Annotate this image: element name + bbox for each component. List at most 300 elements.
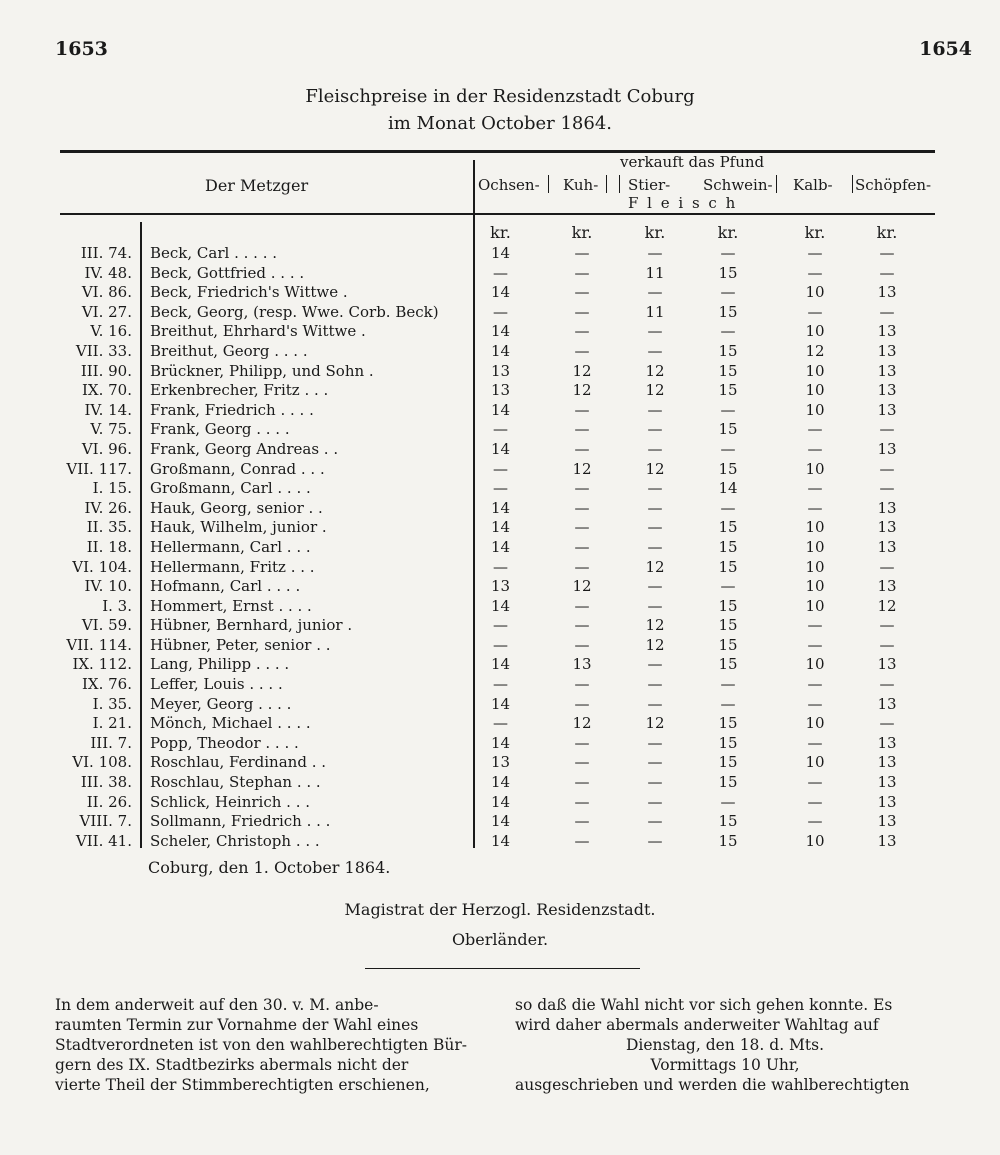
header-sep-1	[548, 175, 549, 193]
butcher-name: Breithut, Ehrhard's Wittwe .	[150, 322, 366, 341]
price-cell: 10	[805, 400, 825, 419]
price-cell: 14	[490, 773, 511, 792]
header-sep-2	[606, 175, 607, 193]
district-number: I. 35.	[92, 694, 132, 713]
table-row	[0, 577, 1000, 597]
price-cell: 12	[877, 596, 897, 615]
price-cell: —	[720, 400, 736, 419]
price-cell: —	[493, 675, 508, 694]
price-cell: 10	[805, 322, 825, 341]
butcher-name: Hellermann, Fritz . . .	[150, 557, 315, 576]
price-cell: 14	[490, 518, 511, 537]
table-row	[0, 420, 1000, 440]
price-cell: —	[807, 694, 823, 713]
price-cell: —	[574, 439, 590, 458]
unit-label: kr.	[571, 223, 593, 242]
price-cell: 12	[572, 714, 592, 733]
price-cell: —	[647, 596, 663, 615]
page-title: Fleischpreise in der Residenzstadt Coburg	[305, 86, 695, 107]
price-cell: —	[807, 302, 823, 321]
butcher-name: Erkenbrecher, Fritz . . .	[150, 381, 329, 400]
butcher-name: Hellermann, Carl . . .	[150, 537, 311, 556]
price-cell: —	[574, 283, 590, 302]
price-cell: —	[807, 616, 823, 635]
price-cell: 10	[805, 283, 825, 302]
paragraph-line: gern des IX. Stadtbezirks abermals nicht der	[55, 1056, 409, 1074]
price-cell: 15	[718, 831, 738, 850]
price-cell: 12	[572, 381, 592, 400]
district-number: I. 21.	[92, 714, 132, 733]
price-cell: —	[807, 733, 823, 752]
price-cell: —	[720, 244, 736, 262]
price-cell: 13	[572, 655, 592, 674]
price-cell: 13	[877, 792, 897, 811]
price-cell: 14	[490, 792, 511, 811]
header-col-ochsen: Ochsen-	[478, 176, 540, 194]
district-number: IX. 70.	[82, 381, 132, 400]
district-number: VII. 41.	[75, 831, 132, 850]
price-cell: 13	[877, 381, 897, 400]
paragraph-line: Dienstag, den 18. d. Mts.	[625, 1036, 825, 1054]
price-cell: 13	[490, 753, 511, 772]
page-subtitle: im Monat October 1864.	[387, 113, 613, 134]
price-cell: —	[647, 244, 663, 262]
price-cell: —	[647, 655, 663, 674]
price-cell: —	[720, 322, 736, 341]
price-cell: —	[574, 302, 590, 321]
price-cell: —	[879, 675, 895, 694]
price-cell: 14	[490, 341, 511, 360]
price-cell: 11	[645, 302, 665, 321]
butcher-name: Brückner, Philipp, und Sohn .	[150, 361, 374, 380]
table-row	[0, 812, 1000, 832]
header-meat: F l e i s c h	[628, 194, 738, 212]
issuing-authority: Magistrat der Herzogl. Residenzstadt.	[344, 900, 656, 919]
price-cell: 14	[490, 733, 511, 752]
table-row	[0, 401, 1000, 421]
page-number-right: 1654	[919, 38, 972, 60]
price-table	[0, 222, 1000, 851]
price-cell: 14	[490, 537, 511, 556]
district-number: II. 26.	[86, 792, 132, 811]
price-cell: 14	[490, 694, 511, 713]
table-header-rule	[60, 213, 935, 215]
price-cell: 15	[718, 302, 738, 321]
header-sep-5	[852, 175, 853, 193]
price-cell: —	[807, 792, 823, 811]
price-cell: 10	[805, 537, 825, 556]
butcher-name: Breithut, Georg . . . .	[150, 341, 308, 360]
price-cell: 10	[805, 361, 825, 380]
price-cell: —	[574, 498, 590, 517]
price-cell: —	[647, 479, 663, 498]
price-cell: 15	[718, 753, 738, 772]
header-col-kuh: Kuh-	[563, 176, 599, 194]
price-cell: —	[647, 498, 663, 517]
butcher-name: Beck, Friedrich's Wittwe .	[150, 283, 348, 302]
price-cell: 13	[490, 577, 511, 596]
table-row	[0, 460, 1000, 480]
price-cell: 15	[718, 655, 738, 674]
unit-label: kr.	[876, 223, 898, 242]
price-cell: —	[574, 831, 590, 850]
price-cell: 14	[490, 244, 511, 262]
price-cell: 14	[490, 812, 511, 831]
district-number: V. 75.	[90, 420, 132, 439]
price-cell: —	[574, 753, 590, 772]
header-sold-per: verkauft das Pfund	[620, 153, 765, 171]
price-cell: —	[574, 675, 590, 694]
district-number: IV. 14.	[84, 400, 132, 419]
district-number: II. 18.	[86, 537, 132, 556]
price-cell: —	[807, 498, 823, 517]
table-row	[0, 616, 1000, 636]
price-cell: —	[647, 420, 663, 439]
price-cell: 13	[877, 400, 897, 419]
price-cell: 15	[718, 420, 738, 439]
price-cell: —	[574, 557, 590, 576]
table-row	[0, 714, 1000, 734]
butcher-name: Hübner, Bernhard, junior .	[150, 616, 353, 635]
price-cell: 13	[877, 537, 897, 556]
table-row	[0, 440, 1000, 460]
header-col-schoepfen: Schöpfen-	[855, 176, 932, 194]
table-row	[0, 675, 1000, 695]
price-cell: 13	[877, 439, 897, 458]
price-cell: 13	[877, 577, 897, 596]
header-sep-3	[619, 175, 620, 193]
price-cell: 15	[718, 537, 738, 556]
butcher-name: Beck, Georg, (resp. Wwe. Corb. Beck)	[150, 302, 439, 321]
price-cell: —	[879, 616, 895, 635]
table-row	[0, 793, 1000, 813]
table-row	[0, 832, 1000, 852]
price-cell: 14	[718, 479, 738, 498]
price-cell: —	[574, 479, 590, 498]
butcher-name: Lang, Philipp . . . .	[150, 655, 290, 674]
price-cell: —	[574, 733, 590, 752]
price-cell: 13	[877, 322, 897, 341]
price-cell: 13	[877, 341, 897, 360]
table-row	[0, 558, 1000, 578]
price-cell: 14	[490, 439, 511, 458]
price-cell: 12	[645, 635, 665, 654]
table-row	[0, 244, 1000, 264]
price-cell: —	[493, 714, 508, 733]
price-cell: —	[647, 537, 663, 556]
butcher-name: Hofmann, Carl . . . .	[150, 577, 301, 596]
price-cell: —	[720, 675, 736, 694]
paragraph-line: ausgeschrieben und werden die wahlberechtigten	[515, 1076, 910, 1094]
price-cell: —	[574, 518, 590, 537]
price-cell: 10	[805, 596, 825, 615]
price-cell: 15	[718, 616, 738, 635]
price-cell: 12	[572, 577, 592, 596]
price-cell: —	[647, 792, 663, 811]
butcher-name: Scheler, Christoph . . .	[150, 831, 320, 850]
price-cell: —	[574, 341, 590, 360]
signature: Oberländer.	[451, 930, 549, 949]
price-cell: 15	[718, 557, 738, 576]
price-cell: —	[720, 439, 736, 458]
paragraph-line: Stadtverordneten ist von den wahlberechtigten Bür-	[55, 1036, 468, 1054]
price-cell: —	[493, 302, 508, 321]
district-number: I. 15.	[92, 479, 132, 498]
district-number: VI. 108.	[72, 753, 132, 772]
unit-label: kr.	[644, 223, 666, 242]
district-number: IV. 48.	[84, 263, 132, 282]
table-row	[0, 518, 1000, 538]
butcher-name: Sollmann, Friedrich . . .	[150, 812, 331, 831]
header-col-stier: Stier-	[628, 176, 671, 194]
district-number: VI. 96.	[81, 439, 132, 458]
price-cell: —	[720, 792, 736, 811]
price-cell: 12	[645, 361, 665, 380]
price-cell: 13	[877, 694, 897, 713]
notice-paragraph-right	[515, 995, 935, 1095]
price-cell: —	[720, 498, 736, 517]
price-cell: —	[574, 635, 590, 654]
price-cell: 15	[718, 812, 738, 831]
price-cell: —	[647, 753, 663, 772]
price-cell: 10	[805, 518, 825, 537]
district-number: VI. 86.	[81, 283, 132, 302]
price-cell: 14	[490, 596, 511, 615]
butcher-name: Hübner, Peter, senior . .	[150, 635, 331, 654]
table-row	[0, 538, 1000, 558]
price-cell: 13	[490, 361, 511, 380]
unit-label: kr.	[490, 223, 511, 242]
price-cell: —	[493, 557, 508, 576]
district-number: II. 35.	[86, 518, 132, 537]
price-cell: —	[879, 557, 895, 576]
price-cell: —	[493, 420, 508, 439]
butcher-name: Roschlau, Ferdinand . .	[150, 753, 326, 772]
price-cell: 12	[645, 616, 665, 635]
price-cell: 12	[572, 459, 592, 478]
price-cell: —	[647, 812, 663, 831]
district-number: VI. 59.	[81, 616, 132, 635]
butcher-name: Mönch, Michael . . . .	[150, 714, 311, 733]
price-cell: 12	[645, 557, 665, 576]
price-cell: 15	[718, 773, 738, 792]
price-cell: 15	[718, 381, 738, 400]
price-cell: —	[574, 420, 590, 439]
butcher-name: Hauk, Wilhelm, junior .	[150, 518, 327, 537]
table-row	[0, 342, 1000, 362]
price-cell: 15	[718, 596, 738, 615]
price-cell: 12	[645, 459, 665, 478]
price-cell: —	[493, 263, 508, 282]
district-number: III. 38.	[80, 773, 132, 792]
butcher-name: Großmann, Conrad . . .	[150, 459, 325, 478]
price-cell: —	[574, 596, 590, 615]
price-cell: —	[647, 773, 663, 792]
price-cell: 10	[805, 557, 825, 576]
header-col-schwein: Schwein-	[703, 176, 773, 194]
price-cell: 12	[645, 381, 665, 400]
price-cell: —	[647, 400, 663, 419]
price-cell: 14	[490, 831, 511, 850]
unit-label: kr.	[804, 223, 826, 242]
price-cell: —	[879, 479, 895, 498]
district-number: IX. 76.	[82, 675, 132, 694]
butcher-name: Beck, Carl . . . . .	[150, 244, 277, 262]
price-cell: 14	[490, 655, 511, 674]
price-cell: 13	[877, 812, 897, 831]
district-number: IX. 112.	[72, 655, 132, 674]
butcher-name: Frank, Georg Andreas . .	[150, 439, 339, 458]
district-number: VIII. 7.	[79, 812, 132, 831]
price-cell: 10	[805, 831, 825, 850]
price-cell: —	[574, 694, 590, 713]
price-cell: —	[879, 714, 895, 733]
butcher-name: Frank, Friedrich . . . .	[150, 400, 314, 419]
price-cell: 15	[718, 518, 738, 537]
price-cell: 13	[877, 498, 897, 517]
price-cell: —	[647, 341, 663, 360]
price-cell: —	[574, 263, 590, 282]
price-cell: 14	[490, 322, 511, 341]
paragraph-line: vierte Theil der Stimmberechtigten erschienen,	[55, 1076, 430, 1094]
price-cell: —	[807, 812, 823, 831]
price-cell: —	[647, 439, 663, 458]
table-row	[0, 499, 1000, 519]
table-row	[0, 322, 1000, 342]
price-cell: 13	[877, 773, 897, 792]
price-cell: —	[879, 263, 895, 282]
table-top-rule	[60, 150, 935, 153]
price-cell: —	[574, 773, 590, 792]
price-cell: 10	[805, 714, 825, 733]
notice-paragraph-left	[55, 995, 487, 1095]
table-row	[0, 597, 1000, 617]
price-cell: —	[493, 635, 508, 654]
price-cell: —	[493, 459, 508, 478]
district-number: III. 7.	[90, 733, 132, 752]
price-cell: —	[647, 675, 663, 694]
butcher-name: Roschlau, Stephan . . .	[150, 773, 321, 792]
paragraph-line: so daß die Wahl nicht vor sich gehen konnte. Es	[515, 996, 893, 1014]
paragraph-line: Vormittags 10 Uhr,	[650, 1056, 800, 1074]
table-row	[0, 734, 1000, 754]
price-cell: —	[574, 537, 590, 556]
unit-row	[0, 222, 1000, 244]
district-number: III. 74.	[80, 244, 132, 262]
header-col-kalb: Kalb-	[793, 176, 833, 194]
price-cell: —	[807, 675, 823, 694]
table-row	[0, 264, 1000, 284]
price-cell: —	[879, 635, 895, 654]
price-cell: 14	[490, 400, 511, 419]
price-cell: —	[574, 244, 590, 262]
butcher-name: Großmann, Carl . . . .	[150, 479, 311, 498]
price-cell: —	[879, 302, 895, 321]
district-number: VI. 27.	[81, 302, 132, 321]
butcher-name: Beck, Gottfried . . . .	[150, 263, 305, 282]
price-cell: —	[574, 322, 590, 341]
price-cell: —	[647, 831, 663, 850]
price-cell: —	[720, 283, 736, 302]
price-cell: —	[879, 420, 895, 439]
table-row	[0, 303, 1000, 323]
price-cell: 10	[805, 655, 825, 674]
butcher-name: Popp, Theodor . . . .	[150, 733, 299, 752]
table-row	[0, 753, 1000, 773]
butcher-name: Hommert, Ernst . . . .	[150, 596, 312, 615]
price-cell: 13	[877, 733, 897, 752]
price-cell: —	[574, 400, 590, 419]
price-cell: —	[720, 694, 736, 713]
price-cell: —	[807, 244, 823, 262]
paragraph-line: wird daher abermals anderweiter Wahltag auf	[515, 1016, 879, 1034]
district-number: III. 90.	[80, 361, 132, 380]
district-number: VII. 33.	[75, 341, 132, 360]
page-number-left: 1653	[55, 38, 108, 60]
table-row	[0, 695, 1000, 715]
price-cell: 11	[645, 263, 665, 282]
table-row	[0, 773, 1000, 793]
price-cell: —	[807, 479, 823, 498]
price-cell: —	[647, 733, 663, 752]
butcher-name: Frank, Georg . . . .	[150, 420, 290, 439]
price-cell: 15	[718, 459, 738, 478]
price-cell: —	[879, 459, 895, 478]
butcher-name: Schlick, Heinrich . . .	[150, 792, 311, 811]
price-cell: 15	[718, 714, 738, 733]
district-number: VII. 117.	[66, 459, 132, 478]
table-row	[0, 362, 1000, 382]
price-cell: —	[807, 420, 823, 439]
table-row	[0, 381, 1000, 401]
price-cell: —	[647, 518, 663, 537]
section-rule	[365, 968, 640, 969]
price-cell: —	[647, 283, 663, 302]
header-sep-4	[776, 175, 777, 193]
price-cell: —	[647, 322, 663, 341]
price-cell: 13	[877, 831, 897, 850]
price-cell: —	[574, 792, 590, 811]
butcher-name: Leffer, Louis . . . .	[150, 675, 283, 694]
unit-label: kr.	[717, 223, 739, 242]
district-number: VI. 104.	[72, 557, 132, 576]
price-cell: 14	[490, 498, 511, 517]
paragraph-line: In dem anderweit auf den 30. v. M. anbe-	[55, 996, 379, 1014]
paragraph-line: raumten Termin zur Vornahme der Wahl eines	[55, 1016, 419, 1034]
table-row	[0, 283, 1000, 303]
district-number: VII. 114.	[66, 635, 132, 654]
price-cell: 15	[718, 361, 738, 380]
price-cell: 13	[877, 753, 897, 772]
price-cell: —	[493, 479, 508, 498]
price-cell: —	[807, 263, 823, 282]
price-cell: —	[807, 773, 823, 792]
price-cell: —	[879, 244, 895, 262]
district-number: V. 16.	[90, 322, 132, 341]
price-cell: —	[807, 635, 823, 654]
district-number: IV. 10.	[84, 577, 132, 596]
price-cell: 13	[877, 283, 897, 302]
price-cell: —	[720, 577, 736, 596]
butcher-name: Hauk, Georg, senior . .	[150, 498, 323, 517]
header-butcher: Der Metzger	[205, 176, 309, 195]
price-cell: —	[647, 694, 663, 713]
table-row	[0, 636, 1000, 656]
price-cell: 13	[877, 655, 897, 674]
price-cell: —	[493, 616, 508, 635]
table-row	[0, 655, 1000, 675]
butcher-name: Meyer, Georg . . . .	[150, 694, 292, 713]
